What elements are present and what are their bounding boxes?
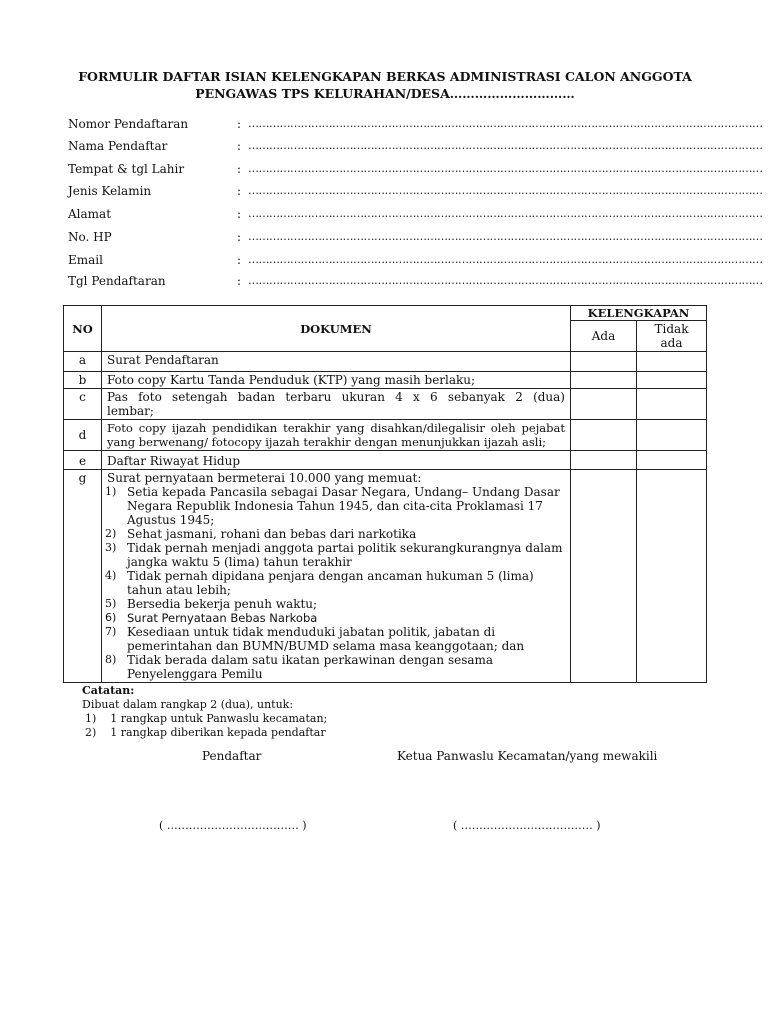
table-row bbox=[64, 470, 707, 683]
col-header-tidak-ada: Tidak ada bbox=[637, 321, 707, 352]
table-row bbox=[64, 451, 707, 470]
row-document: Daftar Riwayat Hidup bbox=[102, 451, 571, 470]
statement-item bbox=[107, 625, 565, 653]
check-ada[interactable] bbox=[571, 372, 637, 389]
notes-heading: Catatan: bbox=[82, 684, 135, 697]
col-header-dokumen: DOKUMEN bbox=[102, 306, 571, 352]
field-fill-line[interactable]: ………………………………………………………………………………………………………………………………… bbox=[248, 184, 763, 197]
statement-item-number: 1) bbox=[105, 485, 117, 498]
field-colon: : bbox=[237, 162, 242, 176]
row-no: d bbox=[64, 420, 102, 451]
field-fill-line[interactable]: ………………………………………………………………………………………………………………………………… bbox=[248, 207, 763, 220]
statement-item-number: 5) bbox=[105, 597, 117, 610]
statement-item bbox=[107, 611, 565, 625]
row-document-statement bbox=[102, 470, 571, 683]
field-fill-line[interactable]: ………………………………………………………………………………………………………………………………… bbox=[248, 162, 763, 175]
row-document: Foto copy Kartu Tanda Penduduk (KTP) yang masih berlaku; bbox=[102, 372, 571, 389]
statement-item-text: Setia kepada Pancasila sebagai Dasar Negara, Undang– Undang Dasar Negara Republik Indonesia Tahun 1945, dan cita-cita Proklamasi 17 Agustus 1945; bbox=[127, 485, 560, 527]
field-row bbox=[68, 274, 763, 292]
statement-item bbox=[107, 541, 565, 569]
field-row bbox=[68, 230, 763, 248]
signature-label-ketua: Ketua Panwaslu Kecamatan/yang mewakili bbox=[397, 749, 658, 763]
table-row bbox=[64, 420, 707, 451]
row-no: a bbox=[64, 352, 102, 372]
statement-item bbox=[107, 569, 565, 597]
field-fill-line[interactable]: ………………………………………………………………………………………………………………………………… bbox=[248, 230, 763, 243]
row-document: Pas foto setengah badan terbaru ukuran 4 x 6 sebanyak 2 (dua) lembar; bbox=[102, 389, 571, 420]
col-header-kelengkapan: KELENGKAPAN bbox=[571, 306, 707, 321]
field-label: No. HP bbox=[68, 230, 112, 244]
field-row bbox=[68, 207, 763, 225]
statement-items bbox=[107, 485, 565, 681]
field-label: Tempat & tgl Lahir bbox=[68, 162, 185, 176]
field-colon: : bbox=[237, 274, 242, 288]
check-ada[interactable] bbox=[571, 470, 637, 683]
statement-item-text: Bersedia bekerja penuh waktu; bbox=[127, 597, 318, 611]
statement-item-number: 6) bbox=[105, 611, 117, 624]
row-no: c bbox=[64, 389, 102, 420]
check-ada[interactable] bbox=[571, 389, 637, 420]
field-colon: : bbox=[237, 139, 242, 153]
form-title-line2: PENGAWAS TPS KELURAHAN/DESA………………………… bbox=[195, 86, 575, 101]
notes-section bbox=[82, 684, 327, 740]
field-label: Nama Pendaftar bbox=[68, 139, 168, 153]
check-tidak-ada[interactable] bbox=[637, 470, 707, 683]
field-label: Email bbox=[68, 253, 103, 267]
statement-item-number: 3) bbox=[105, 541, 117, 554]
field-label: Nomor Pendaftaran bbox=[68, 117, 189, 131]
col-header-ada: Ada bbox=[571, 321, 637, 352]
field-label: Tgl Pendaftaran bbox=[68, 274, 166, 288]
notes-item: 1) 1 rangkap untuk Panwaslu kecamatan; bbox=[85, 712, 328, 725]
field-colon: : bbox=[237, 253, 242, 267]
check-tidak-ada[interactable] bbox=[637, 372, 707, 389]
check-tidak-ada[interactable] bbox=[637, 389, 707, 420]
field-row bbox=[68, 139, 763, 157]
field-colon: : bbox=[237, 117, 242, 131]
signature-label-pendaftar: Pendaftar bbox=[202, 749, 262, 763]
check-ada[interactable] bbox=[571, 352, 637, 372]
field-label: Jenis Kelamin bbox=[68, 184, 152, 198]
signature-blank-pendaftar[interactable]: ( ……………………………… ) bbox=[159, 819, 307, 832]
field-row bbox=[68, 184, 763, 202]
statement-item bbox=[107, 527, 565, 541]
row-document: Foto copy ijazah pendidikan terakhir yang disahkan/dilegalisir oleh pejabat yang berwenang/ fotocopy ijazah terakhir dengan menunjukkan ijazah asli; bbox=[102, 420, 571, 451]
field-colon: : bbox=[237, 230, 242, 244]
statement-item-number: 4) bbox=[105, 569, 117, 582]
statement-item-number: 8) bbox=[105, 653, 117, 666]
notes-intro: Dibuat dalam rangkap 2 (dua), untuk: bbox=[82, 698, 294, 711]
table-row bbox=[64, 352, 707, 372]
col-header-no: NO bbox=[64, 306, 102, 352]
form-title-line1: FORMULIR DAFTAR ISIAN KELENGKAPAN BERKAS ADMINISTRASI CALON ANGGOTA bbox=[78, 69, 692, 84]
field-fill-line[interactable]: ………………………………………………………………………………………………………………………………… bbox=[248, 117, 763, 130]
field-label: Alamat bbox=[68, 207, 112, 221]
notes-item: 2) 1 rangkap diberikan kepada pendaftar bbox=[85, 726, 326, 739]
field-colon: : bbox=[237, 184, 242, 198]
check-ada[interactable] bbox=[571, 451, 637, 470]
table-row bbox=[64, 372, 707, 389]
statement-item bbox=[107, 485, 565, 527]
statement-item bbox=[107, 653, 565, 681]
statement-item-number: 2) bbox=[105, 527, 117, 540]
statement-item-text: Kesediaan untuk tidak menduduki jabatan politik, jabatan di pemerintahan dan BUMN/BUMD selama masa keanggotaan; dan bbox=[127, 625, 525, 653]
check-tidak-ada[interactable] bbox=[637, 352, 707, 372]
table-row bbox=[64, 389, 707, 420]
statement-item-number: 7) bbox=[105, 625, 117, 638]
row-no: e bbox=[64, 451, 102, 470]
row-no: g bbox=[64, 470, 102, 683]
check-tidak-ada[interactable] bbox=[637, 451, 707, 470]
statement-item-text: Tidak berada dalam satu ikatan perkawinan dengan sesama Penyelenggara Pemilu bbox=[127, 653, 494, 681]
field-fill-line[interactable]: ………………………………………………………………………………………………………………………………… bbox=[248, 139, 763, 152]
row-no: b bbox=[64, 372, 102, 389]
check-tidak-ada[interactable] bbox=[637, 420, 707, 451]
field-fill-line[interactable]: ………………………………………………………………………………………………………………………………… bbox=[248, 253, 763, 266]
field-row bbox=[68, 253, 763, 271]
statement-item-text: Sehat jasmani, rohani dan bebas dari narkotika bbox=[127, 527, 417, 541]
signature-blank-ketua[interactable]: ( ……………………………… ) bbox=[453, 819, 601, 832]
statement-item-text: Tidak pernah menjadi anggota partai politik sekurangkurangnya dalam jangka waktu 5 (lima) tahun terakhir bbox=[127, 541, 563, 569]
statement-item bbox=[107, 597, 565, 611]
check-ada[interactable] bbox=[571, 420, 637, 451]
statement-item-text: Tidak pernah dipidana penjara dengan ancaman hukuman 5 (lima) tahun atau lebih; bbox=[127, 569, 534, 597]
document-checklist-table bbox=[63, 305, 707, 683]
row-document: Surat Pendaftaran bbox=[102, 352, 571, 372]
field-row bbox=[68, 117, 763, 135]
field-colon: : bbox=[237, 207, 242, 221]
statement-item-text: Surat Pernyataan Bebas Narkoba bbox=[127, 611, 318, 625]
field-fill-line[interactable]: ………………………………………………………………………………………………………………………………… bbox=[248, 274, 763, 287]
field-row bbox=[68, 162, 763, 180]
statement-intro: Surat pernyataan bermeterai 10.000 yang memuat: bbox=[107, 471, 422, 485]
